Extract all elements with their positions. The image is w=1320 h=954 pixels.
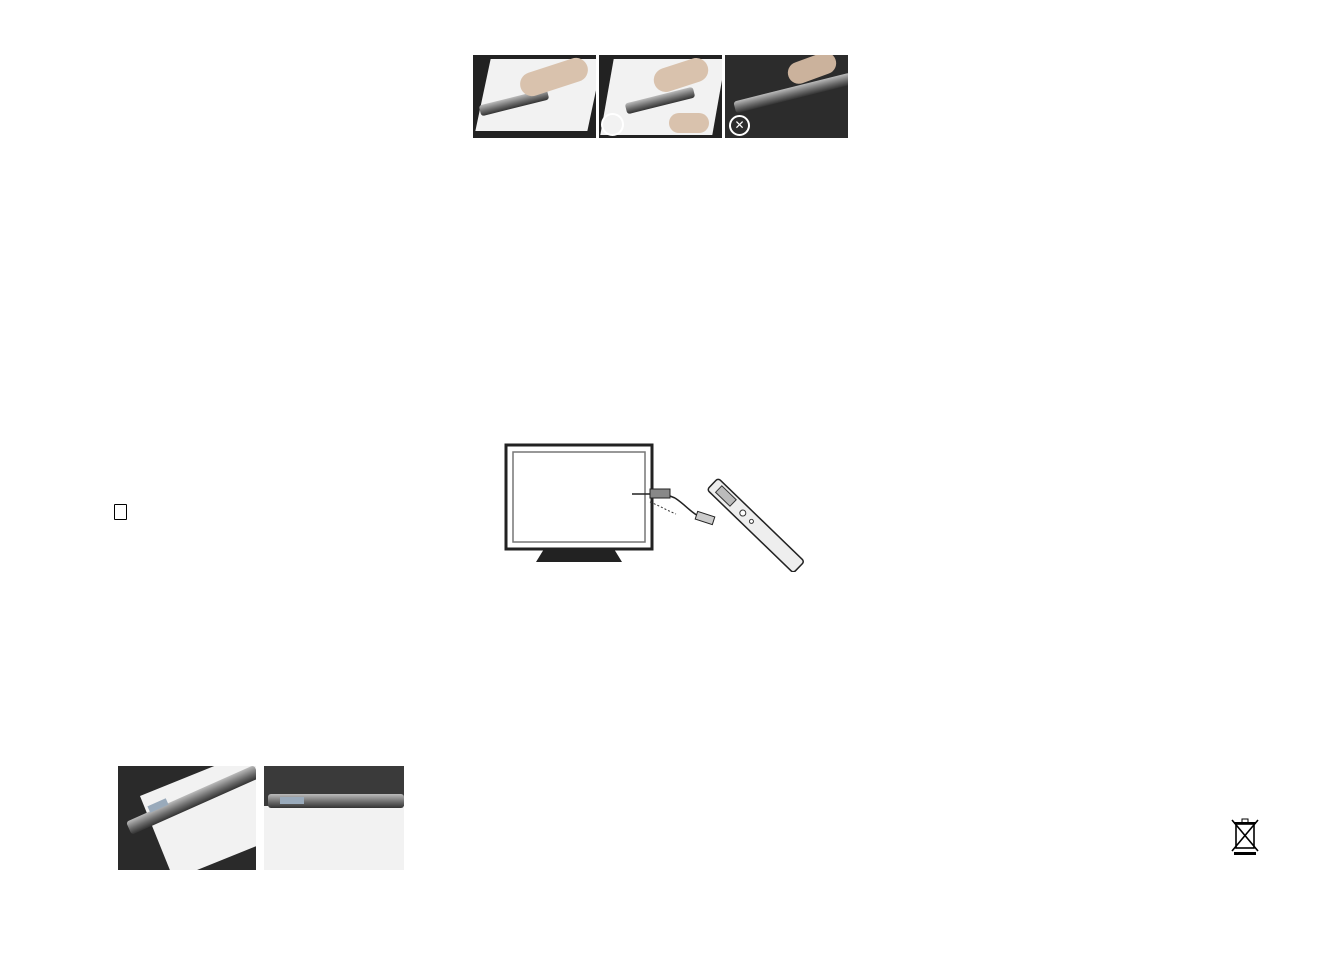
sd-card-icon [114, 504, 127, 520]
column-3 [880, 0, 1320, 954]
slide-photo-x [725, 55, 848, 138]
slide-photo-ok [599, 55, 722, 138]
column-2 [440, 0, 880, 954]
sd-symbol-line [111, 504, 130, 522]
computer-connection-diagram [500, 440, 830, 572]
scanner-on-paper-photo [118, 766, 256, 870]
ok-mark-icon [601, 113, 624, 136]
slide-photo-1 [473, 55, 596, 138]
scanner-edge-photo [264, 766, 404, 870]
weee-bin-icon [1230, 816, 1260, 860]
column-1 [0, 0, 440, 954]
wrong-mark-icon: ✕ [729, 115, 750, 136]
